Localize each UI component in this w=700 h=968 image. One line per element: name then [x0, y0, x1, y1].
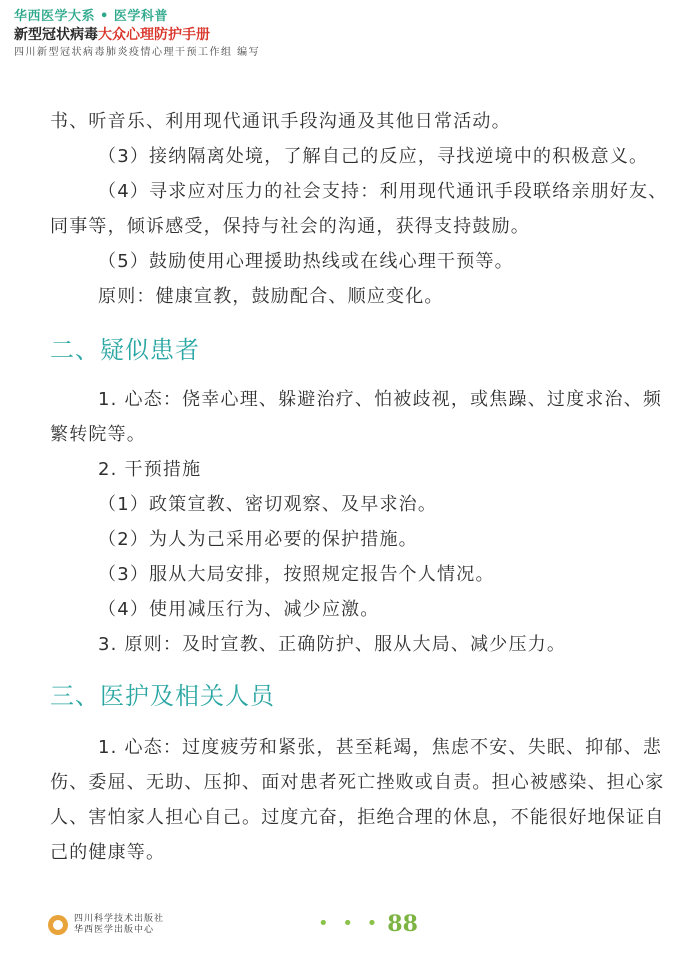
publisher-logo-icon	[48, 915, 68, 935]
page-header	[14, 8, 260, 59]
page-footer	[48, 914, 164, 936]
page-dots-icon: • • •	[318, 913, 382, 934]
book-title-part1: 新型冠状病毒	[14, 27, 98, 43]
paragraph-measure-3: （3）服从大局安排，按照规定报告个人情况。	[98, 564, 495, 585]
section-heading-medical-staff: 三、医护及相关人员	[50, 682, 275, 710]
page-number-block	[318, 912, 418, 936]
paragraph-measure-2: （2）为人为己采用必要的保护措施。	[98, 529, 418, 550]
paragraph-staff-mindset: 1. 心态：过度疲劳和紧张，甚至耗竭，焦虑不安、失眠、抑郁、悲伤、委屈、无助、压抑、面对患者死亡挫败或自责。担心被感染、担心家人、害怕家人担心自己。过度亢奋，拒绝合理的休息，不能很好地保证自己的健康等。	[50, 737, 665, 863]
paragraph-principle: 原则：健康宣教，鼓励配合、顺应变化。	[98, 286, 444, 307]
author-line: 四川新型冠状病毒肺炎疫情心理干预工作组 编写	[14, 47, 261, 58]
paragraph-item-3: （3）接纳隔离处境，了解自己的反应，寻找逆境中的积极意义。	[98, 146, 649, 167]
publisher-line-1: 四川科学技术出版社	[74, 914, 165, 924]
paragraph-item-4: （4）寻求应对压力的社会支持：利用现代通讯手段联络亲朋好友、同事等，倾诉感受，保持与社会的沟通，获得支持鼓励。	[50, 181, 668, 237]
book-title-part2: 大众心理防护手册	[98, 27, 210, 43]
page-content	[50, 104, 670, 870]
publisher-line-2: 华西医学出版中心	[74, 925, 155, 935]
paragraph-principle-2: 3. 原则：及时宣教、正确防护、服从大局、减少压力。	[98, 634, 567, 655]
paragraph-measure-4: （4）使用减压行为、减少应激。	[98, 599, 380, 620]
book-title	[14, 26, 260, 44]
page-number: 88	[387, 911, 418, 937]
series-label: 华西医学大系 • 医学科普	[14, 9, 168, 24]
section-heading-suspected-patients: 二、疑似患者	[50, 336, 200, 364]
paragraph-measure-1: （1）政策宣教、密切观察、及早求治。	[98, 494, 438, 515]
paragraph-item-5: （5）鼓励使用心理援助热线或在线心理干预等。	[98, 251, 514, 272]
publisher-info	[74, 914, 164, 936]
paragraph-mindset: 1. 心态：侥幸心理、躲避治疗、怕被歧视，或焦躁、过度求治、频繁转院等。	[50, 389, 663, 445]
paragraph-measures-title: 2. 干预措施	[98, 459, 202, 480]
paragraph-continuation: 书、听音乐、利用现代通讯手段沟通及其他日常活动。	[50, 111, 511, 132]
